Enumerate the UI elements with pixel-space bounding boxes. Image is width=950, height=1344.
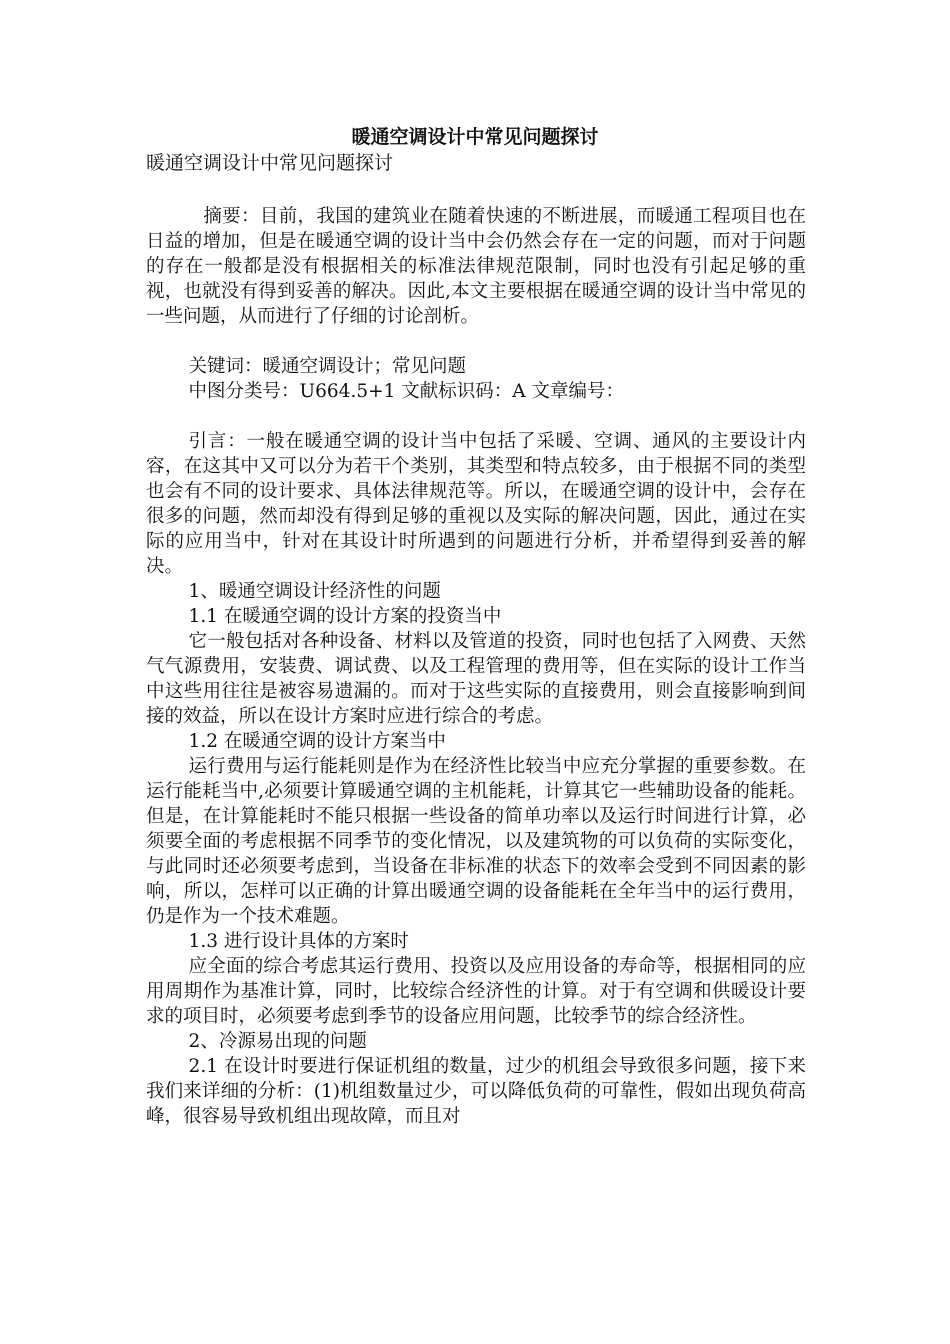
section-1-3-paragraph: 应全面的综合考虑其运行费用、投资以及应用设备的寿命等，根据相同的应用周期作为基准计算，同时，比较综合经济性的计算。对于有空调和供暖设计要求的项目时，必须要考虑到季节的设备应用问题，比较季节的综合经济性。 <box>146 956 806 1027</box>
classification-line: 中图分类号：U664.5+1 文献标识码：A 文章编号： <box>188 381 624 402</box>
section-2-1-paragraph: 2.1 在设计时要进行保证机组的数量，过少的机组会导致很多问题，接下来我们来详细的分析：(1)机组数量过少，可以降低负荷的可靠性，假如出现负荷高峰，很容易导致机组出现故障，而且对 <box>146 1056 806 1127</box>
keywords-line: 关键词：暖通空调设计；常见问题 <box>188 356 467 377</box>
section-1-1-heading: 1.1 在暖通空调的设计方案的投资当中 <box>188 606 502 627</box>
section-1-3-heading: 1.3 进行设计具体的方案时 <box>188 931 409 952</box>
section-1-heading: 1、暖通空调设计经济性的问题 <box>188 581 441 602</box>
intro-paragraph: 引言：一般在暖通空调的设计当中包括了采暖、空调、通风的主要设计内容，在这其中又可以分为若干个类别，其类型和特点较多，由于根据不同的类型也会有不同的设计要求、具体法律规范等。所以，在暖通空调的设计中，会存在很多的问题，然而却没有得到足够的重视以及实际的解决问题，因此，通过在实际的应用当中，针对在其设计时所遇到的问题进行分析，并希望得到妥善的解决。 <box>146 431 806 577</box>
document-body <box>146 204 806 1129</box>
abstract-paragraph: 摘要：目前，我国的建筑业在随着快速的不断进展，而暖通工程项目也在日益的增加，但是在暖通空调的设计当中会仍然会存在一定的问题，而对于问题的存在一般都是没有根据相关的标准法律规范限制，同时也没有引起足够的重视，也就没有得到妥善的解决。因此,本文主要根据在暖通空调的设计当中常见的一些问题，从而进行了仔细的讨论剖析。 <box>146 206 806 327</box>
section-1-2-heading: 1.2 在暖通空调的设计方案当中 <box>188 731 446 752</box>
document-title: 暖通空调设计中常见问题探讨 <box>351 126 599 148</box>
section-1-1-paragraph: 它一般包括对各种设备、材料以及管道的投资，同时也包括了入网费、天然气气源费用，安装费、调试费、以及工程管理的费用等，但在实际的设计工作当中这些用往往是被容易遗漏的。而对于这些实际的直接费用，则会直接影响到间接的效益，所以在设计方案时应进行综合的考虑。 <box>146 631 806 727</box>
section-2-heading: 2、冷源易出现的问题 <box>188 1031 367 1052</box>
document-subtitle: 暖通空调设计中常见问题探讨 <box>146 152 394 174</box>
section-1-2-paragraph: 运行费用与运行能耗则是作为在经济性比较当中应充分掌握的重要参数。在运行能耗当中,必须要计算暖通空调的主机能耗，计算其它一些辅助设备的能耗。但是，在计算能耗时不能只根据一些设备的简单功率以及运行时间进行计算，必须要全面的考虑根据不同季节的变化情况，以及建筑物的可以负荷的实际变化，与此同时还必须要考虑到，当设备在非标准的状态下的效率会受到不同因素的影响，所以，怎样可以正确的计算出暖通空调的设备能耗在全年当中的运行费用，仍是作为一个技术难题。 <box>146 756 806 927</box>
